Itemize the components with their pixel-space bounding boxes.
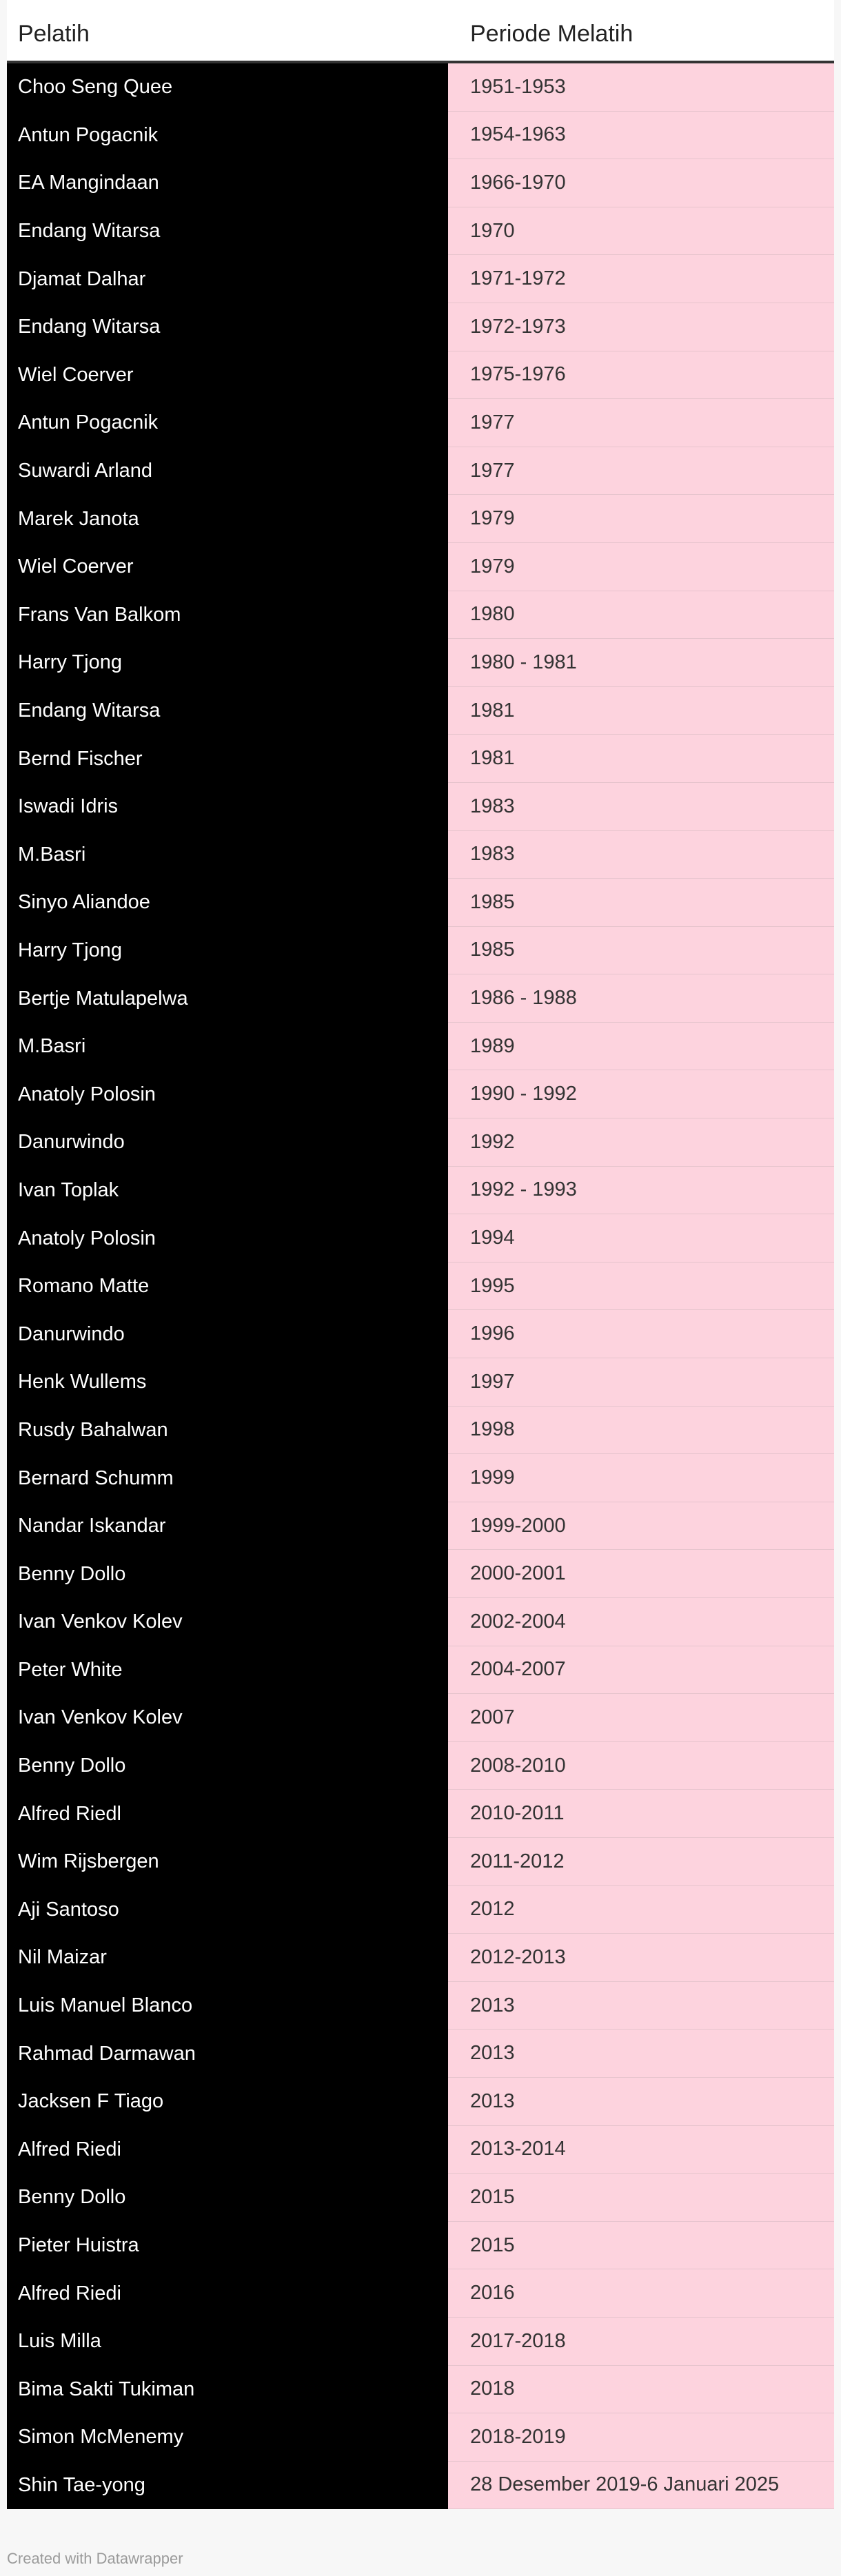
table-row [7,1838,834,1886]
table-row [7,303,834,351]
coach-name-cell: Peter White [7,1646,448,1695]
datawrapper-credit: Created with Datawrapper [7,2550,183,2567]
table-row [7,1407,834,1455]
period-cell: 2000-2001 [448,1550,834,1598]
coach-name-cell: Pieter Huistra [7,2222,448,2270]
coach-name-cell: Alfred Riedi [7,2126,448,2174]
table-row [7,1502,834,1551]
table-row [7,2030,834,2078]
coach-name-cell: Bernard Schumm [7,1454,448,1502]
period-cell: 1997 [448,1358,834,1407]
coach-name-cell: Luis Manuel Blanco [7,1982,448,2030]
coach-name-cell: Bima Sakti Tukiman [7,2366,448,2414]
period-cell: 1954-1963 [448,112,834,160]
period-cell: 1979 [448,495,834,543]
period-cell: 1996 [448,1310,834,1358]
table-row [7,1598,834,1646]
coach-name-cell: Frans Van Balkom [7,591,448,640]
period-cell: 2012 [448,1886,834,1934]
table-row [7,1694,834,1742]
period-cell: 1985 [448,879,834,927]
period-cell: 1983 [448,783,834,831]
period-cell: 1951-1953 [448,63,834,112]
table-row [7,255,834,303]
coach-name-cell: Benny Dollo [7,2174,448,2222]
coach-name-cell: Rusdy Bahalwan [7,1407,448,1455]
period-cell: 1998 [448,1407,834,1455]
coach-name-cell: Benny Dollo [7,1550,448,1598]
coach-name-cell: Luis Milla [7,2318,448,2366]
period-cell: 1979 [448,543,834,591]
coach-name-cell: Aji Santoso [7,1886,448,1934]
table-header [7,0,834,63]
table-row [7,1742,834,1790]
period-cell: 2010-2011 [448,1790,834,1838]
coach-name-cell: Sinyo Aliandoe [7,879,448,927]
table-row [7,927,834,975]
table-row [7,2413,834,2462]
coach-name-cell: Wiel Coerver [7,543,448,591]
coach-name-cell: Antun Pogacnik [7,112,448,160]
coach-name-cell: Ivan Venkov Kolev [7,1598,448,1646]
coach-name-cell: Ivan Toplak [7,1167,448,1215]
table-row [7,1023,834,1071]
coach-name-cell: Rahmad Darmawan [7,2030,448,2078]
period-cell: 1977 [448,447,834,495]
period-cell: 1981 [448,687,834,735]
table-row [7,735,834,783]
table-row [7,207,834,256]
period-cell: 2017-2018 [448,2318,834,2366]
table-row [7,2222,834,2270]
period-cell: 1990 - 1992 [448,1070,834,1118]
table-row [7,1790,834,1838]
period-cell: 1983 [448,831,834,879]
table-row [7,495,834,543]
table-row [7,1118,834,1167]
column-header-periode: Periode Melatih [470,20,634,47]
period-cell: 2012-2013 [448,1934,834,1982]
coach-name-cell: Endang Witarsa [7,207,448,256]
coach-name-cell: Ivan Venkov Kolev [7,1694,448,1742]
period-cell: 28 Desember 2019-6 Januari 2025 [448,2462,834,2510]
table-row [7,1263,834,1311]
table-row [7,1646,834,1695]
coach-name-cell: Antun Pogacnik [7,399,448,447]
coach-name-cell: Djamat Dalhar [7,255,448,303]
coach-name-cell: Alfred Riedi [7,2269,448,2318]
period-cell: 2008-2010 [448,1742,834,1790]
table-row [7,63,834,112]
period-cell: 2002-2004 [448,1598,834,1646]
period-cell: 1986 - 1988 [448,974,834,1023]
period-cell: 1992 [448,1118,834,1167]
coach-name-cell: Harry Tjong [7,639,448,687]
coach-name-cell: Jacksen F Tiago [7,2078,448,2126]
period-cell: 1970 [448,207,834,256]
table-row [7,974,834,1023]
coach-name-cell: Marek Janota [7,495,448,543]
coach-name-cell: Nandar Iskandar [7,1502,448,1551]
coach-name-cell: Endang Witarsa [7,303,448,351]
period-cell: 2011-2012 [448,1838,834,1886]
table-row [7,2318,834,2366]
table-row [7,2269,834,2318]
table-row [7,879,834,927]
coach-name-cell: Benny Dollo [7,1742,448,1790]
table-row [7,1070,834,1118]
table-row [7,2366,834,2414]
table-row [7,831,834,879]
table-row [7,1310,834,1358]
table-row [7,1454,834,1502]
table-row [7,1550,834,1598]
table-row [7,783,834,831]
table-row [7,1214,834,1263]
period-cell: 1980 - 1981 [448,639,834,687]
coach-name-cell: Henk Wullems [7,1358,448,1407]
coach-name-cell: EA Mangindaan [7,159,448,207]
coach-name-cell: Wim Rijsbergen [7,1838,448,1886]
period-cell: 2013 [448,1982,834,2030]
table-row [7,2078,834,2126]
coach-name-cell: Anatoly Polosin [7,1070,448,1118]
table-row [7,1167,834,1215]
coach-name-cell: Romano Matte [7,1263,448,1311]
period-cell: 2018 [448,2366,834,2414]
period-cell: 1972-1973 [448,303,834,351]
period-cell: 1999-2000 [448,1502,834,1551]
period-cell: 1992 - 1993 [448,1167,834,1215]
period-cell: 1966-1970 [448,159,834,207]
table-row [7,687,834,735]
period-cell: 1999 [448,1454,834,1502]
period-cell: 2013 [448,2078,834,2126]
period-cell: 2018-2019 [448,2413,834,2462]
coach-name-cell: Danurwindo [7,1118,448,1167]
coach-name-cell: Harry Tjong [7,927,448,975]
coach-name-cell: M.Basri [7,831,448,879]
period-cell: 2013-2014 [448,2126,834,2174]
table-row [7,639,834,687]
coach-name-cell: Suwardi Arland [7,447,448,495]
table-row [7,2126,834,2174]
coach-name-cell: Wiel Coerver [7,351,448,400]
coach-name-cell: M.Basri [7,1023,448,1071]
period-cell: 2016 [448,2269,834,2318]
period-cell: 1985 [448,927,834,975]
table-body [7,63,834,2509]
coach-name-cell: Choo Seng Quee [7,63,448,112]
table-row [7,1358,834,1407]
period-cell: 1981 [448,735,834,783]
coach-name-cell: Iswadi Idris [7,783,448,831]
period-cell: 2015 [448,2222,834,2270]
table-row [7,112,834,160]
coach-name-cell: Danurwindo [7,1310,448,1358]
table-row [7,447,834,495]
table-row [7,2174,834,2222]
coach-name-cell: Simon McMenemy [7,2413,448,2462]
table-row [7,399,834,447]
table-row [7,1886,834,1934]
period-cell: 2013 [448,2030,834,2078]
period-cell: 1980 [448,591,834,640]
table-row [7,2462,834,2510]
period-cell: 1995 [448,1263,834,1311]
column-header-pelatih: Pelatih [18,20,90,47]
table-row [7,159,834,207]
table-row [7,543,834,591]
period-cell: 2007 [448,1694,834,1742]
table-row [7,351,834,400]
table-row [7,1934,834,1982]
period-cell: 1971-1972 [448,255,834,303]
period-cell: 2004-2007 [448,1646,834,1695]
coach-name-cell: Bertje Matulapelwa [7,974,448,1023]
coach-name-cell: Bernd Fischer [7,735,448,783]
table-row [7,1982,834,2030]
coach-name-cell: Shin Tae-yong [7,2462,448,2510]
period-cell: 2015 [448,2174,834,2222]
coach-table [7,0,834,2509]
coach-name-cell: Anatoly Polosin [7,1214,448,1263]
coach-name-cell: Nil Maizar [7,1934,448,1982]
period-cell: 1994 [448,1214,834,1263]
table-row [7,591,834,640]
period-cell: 1989 [448,1023,834,1071]
coach-name-cell: Endang Witarsa [7,687,448,735]
coach-name-cell: Alfred Riedl [7,1790,448,1838]
period-cell: 1977 [448,399,834,447]
period-cell: 1975-1976 [448,351,834,400]
